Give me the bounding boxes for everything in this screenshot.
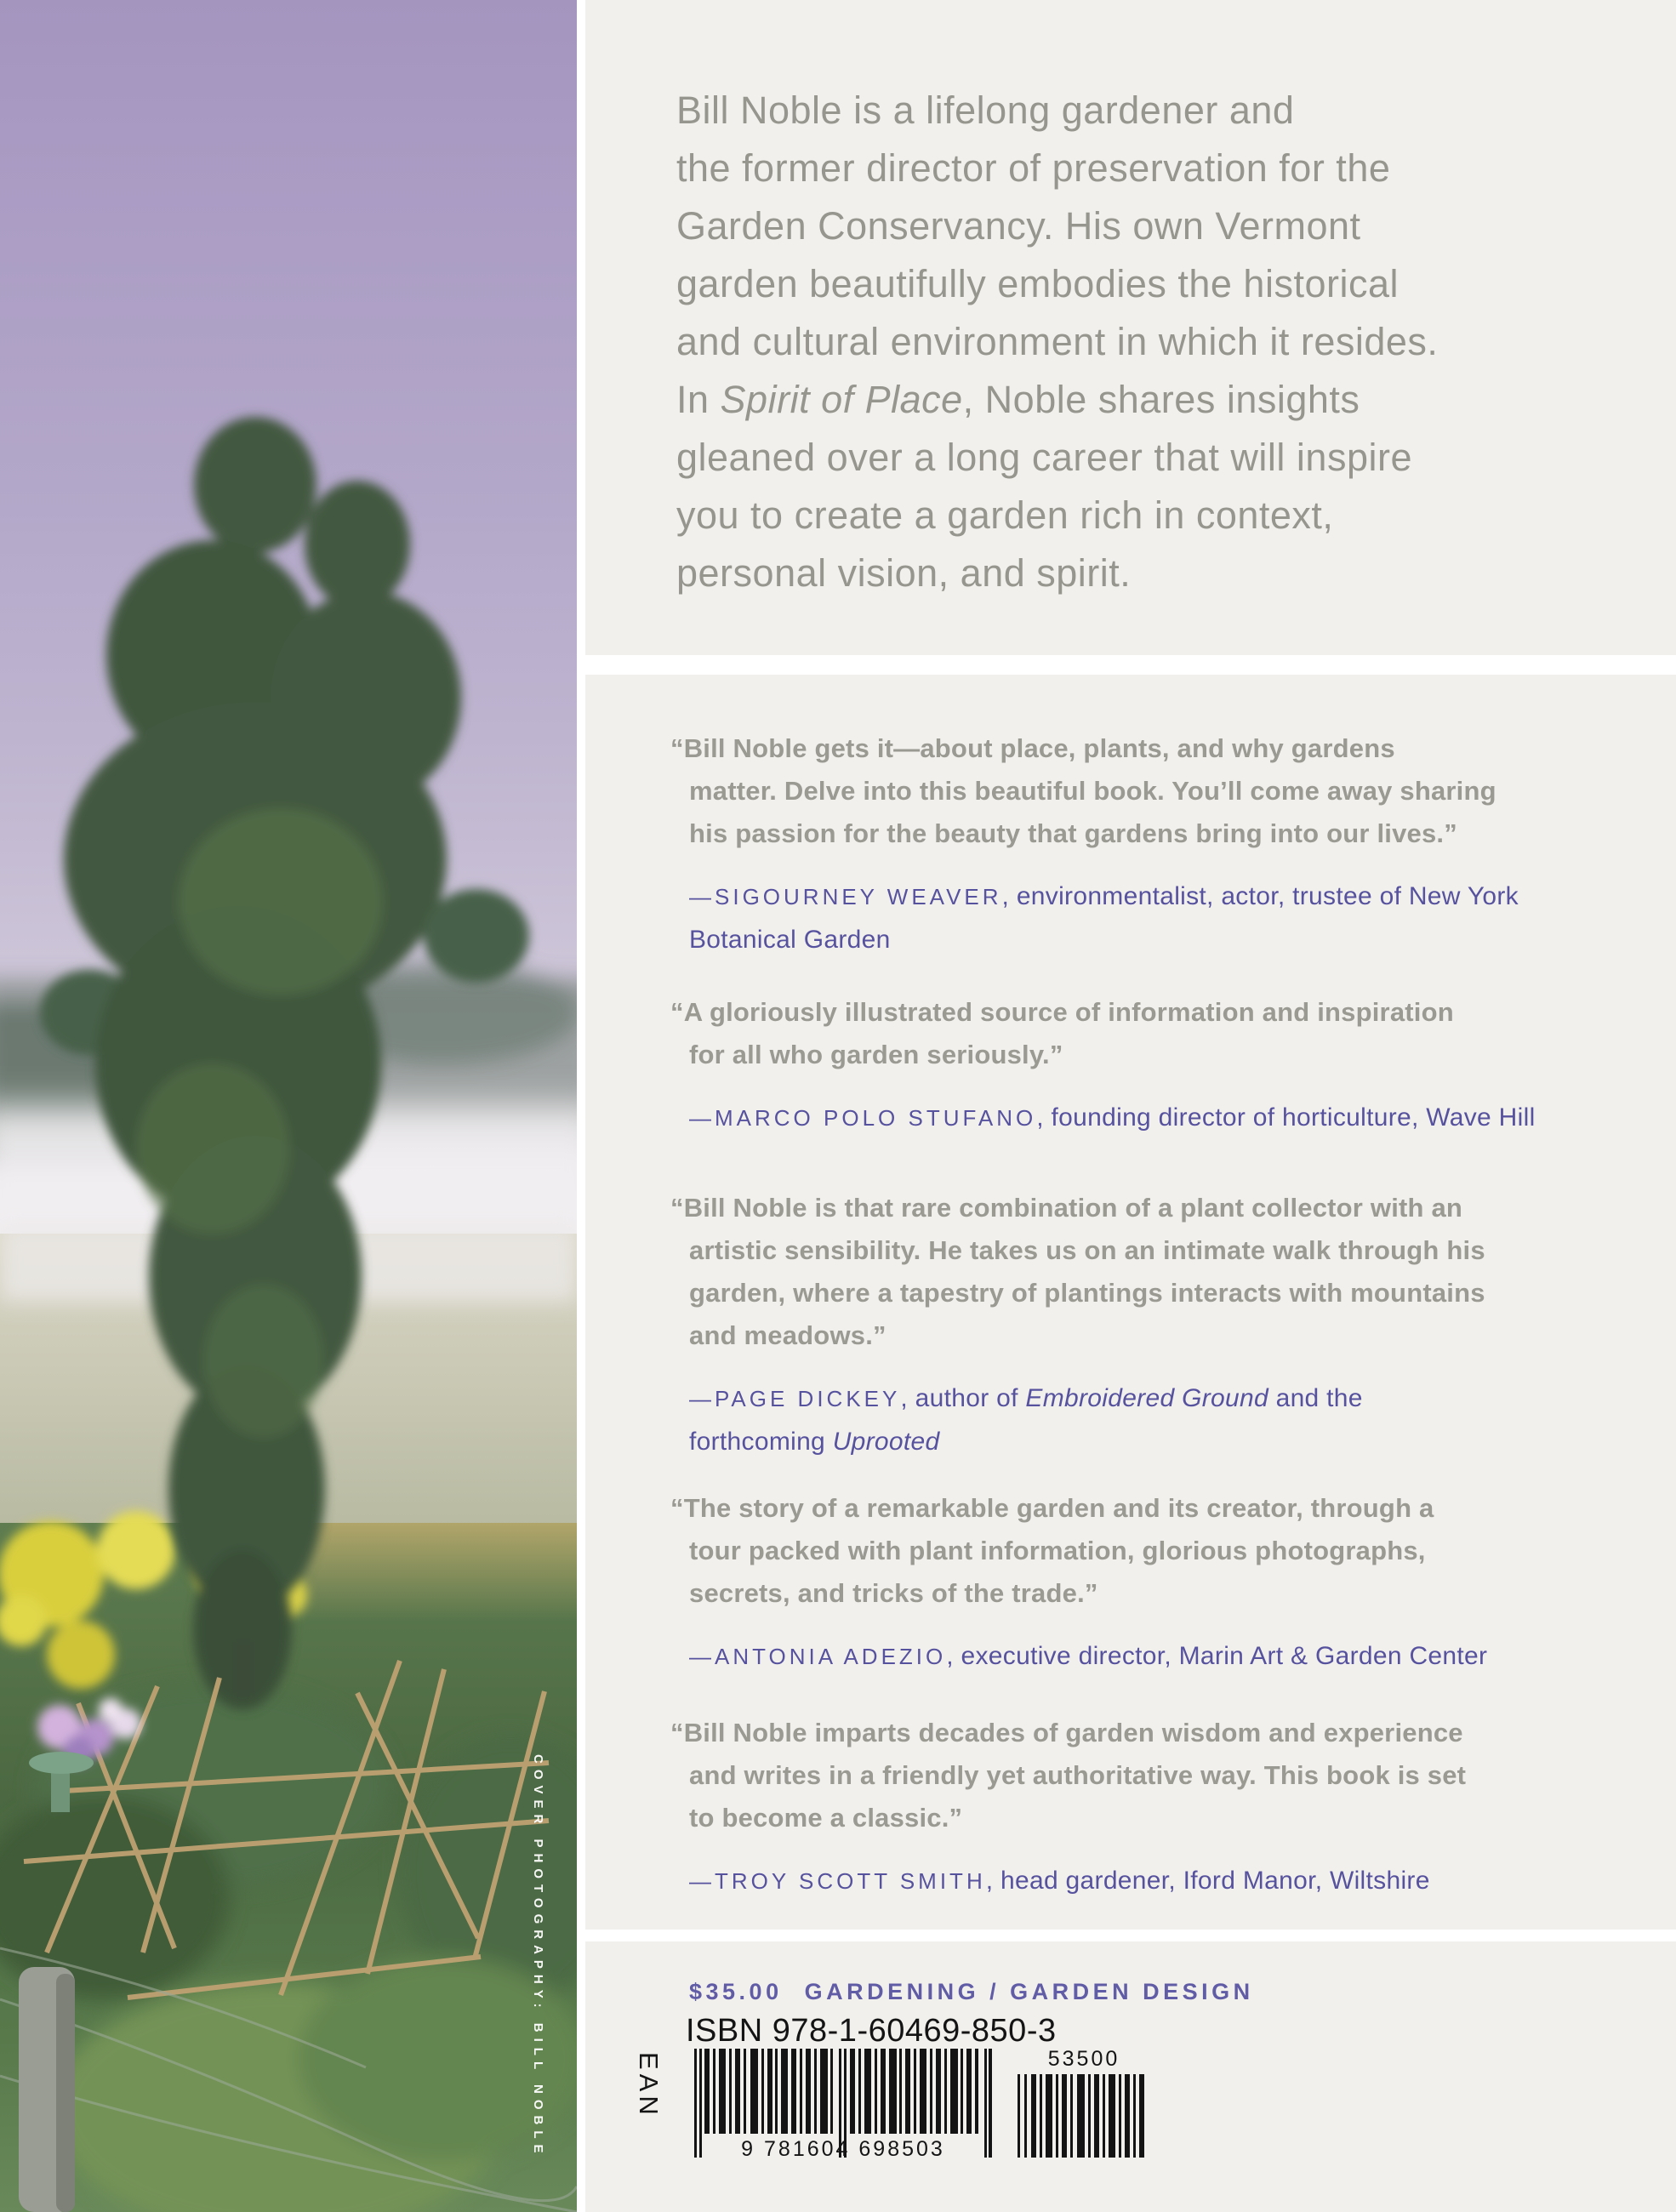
cover-photo — [0, 0, 577, 2212]
supplement-digits: 53500 — [1047, 2049, 1120, 2071]
bio-line: personal vision, and spirit. — [676, 551, 1132, 595]
author-bio — [676, 82, 1438, 602]
bio-line: In Spirit of Place, Noble shares insights — [676, 378, 1360, 421]
bio-line: gleaned over a long career that will inspire — [676, 436, 1412, 479]
cited-book-title: Embroidered Ground — [1025, 1384, 1268, 1412]
cover-photo-illustration — [0, 0, 577, 2212]
isbn-number: ISBN 978-1-60469-850-3 — [686, 2013, 1057, 2049]
supplement-barcode — [1018, 2049, 1150, 2185]
stone-post — [19, 1967, 75, 2212]
barcode — [694, 2049, 992, 2185]
quote-text: “Bill Noble gets it—about place, plants, and why gardens matter. Delve into this beautiful book. You’ll come away sharing his passion for the beauty that gardens bring into our lives.” — [670, 733, 1496, 848]
quote-text: “Bill Noble imparts decades of garden wisdom and experience and writes in a friendly yet authoritative way. This book is set to become a classic.” — [670, 1718, 1467, 1833]
book-title-italic: Spirit of Place — [720, 378, 963, 421]
review-quote — [670, 727, 1519, 960]
category: GARDENING / GARDEN DESIGN — [804, 1979, 1254, 2004]
quote-attribution: —ANTONIA ADEZIO, executive director, Marin Art & Garden Center — [689, 1642, 1488, 1670]
review-quote — [670, 1712, 1467, 1905]
bio-line: Bill Noble is a lifelong gardener and — [676, 88, 1295, 132]
price: $35.00 — [689, 1979, 783, 2004]
bio-line: garden beautifully embodies the historical — [676, 262, 1399, 305]
review-quote — [670, 991, 1536, 1142]
quote-attribution: —SIGOURNEY WEAVER, environmentalist, actor, trustee of New York Botanical Garden — [689, 882, 1519, 954]
footer-panel — [585, 1941, 1676, 2212]
bio-panel — [585, 0, 1676, 655]
bio-line: you to create a garden rich in context, — [676, 493, 1334, 537]
review-quote — [670, 1187, 1485, 1466]
quote-text: “A gloriously illustrated source of information and inspiration for all who garden seriously.” — [670, 997, 1454, 1069]
price-category-line — [689, 1979, 1254, 2005]
ean-label: EAN — [634, 2052, 664, 2119]
barcode-digits: 9 781604 698503 — [741, 2137, 945, 2161]
cited-book-title: Uprooted — [832, 1428, 940, 1456]
quote-attribution: —MARCO POLO STUFANO, founding director of horticulture, Wave Hill — [689, 1103, 1536, 1132]
bio-line: Garden Conservancy. His own Vermont — [676, 204, 1361, 248]
bio-line: and cultural environment in which it resides. — [676, 320, 1439, 363]
quote-attribution: —TROY SCOTT SMITH, head gardener, Iford Manor, Wiltshire — [689, 1867, 1430, 1895]
review-quote — [670, 1487, 1488, 1680]
quote-text: “The story of a remarkable garden and its creator, through a tour packed with plant information, glorious photographs, secrets, and tricks of the trade.” — [670, 1493, 1434, 1608]
quote-text: “Bill Noble is that rare combination of a plant collector with an artistic sensibility. He takes us on an intimate walk through his garden, where a tapestry of plantings interacts with mountains and meadows.” — [670, 1193, 1485, 1350]
quotes-panel — [585, 675, 1676, 1930]
bio-line: the former director of preservation for the — [676, 146, 1391, 190]
photo-credit-vertical: COVER PHOTOGRAPHY: BILL NOBLE — [531, 1754, 545, 2159]
quote-attribution: —PAGE DICKEY, author of Embroidered Ground and the forthcoming Uprooted — [689, 1384, 1363, 1456]
